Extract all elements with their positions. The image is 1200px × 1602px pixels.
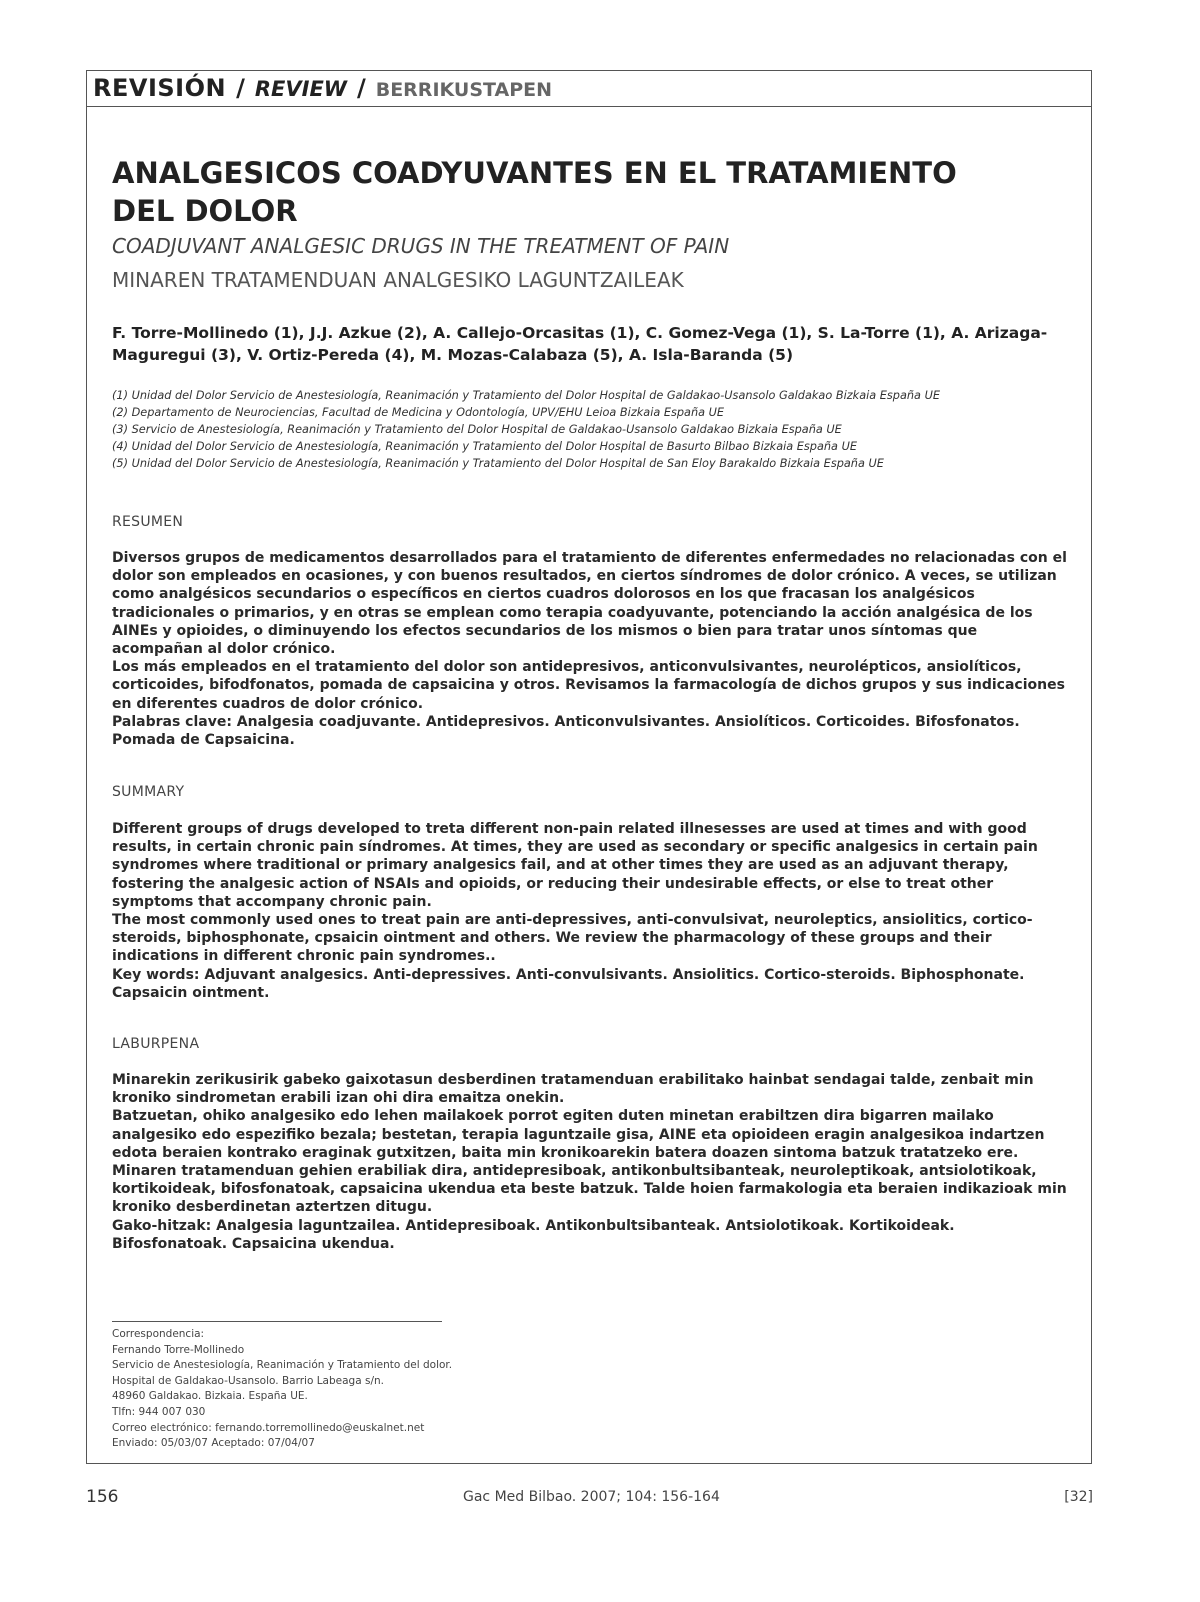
correspondence-line: Servicio de Anestesiología, Reanimación y Tratamiento del dolor. bbox=[112, 1359, 453, 1372]
summary-paragraph: The most commonly used ones to treat pain are anti-depressives, anti-convulsivat, neuroleptics, ansiolitics, cortico-steroids, biphosphonate, cpsaicin ointment and others. We review the pharmacology of these groups and their indications in different chronic pain syndromes.. bbox=[112, 912, 1033, 965]
page-number: 156 bbox=[86, 1487, 119, 1507]
footnote-divider bbox=[112, 1321, 442, 1322]
page-code: [32] bbox=[1064, 1489, 1093, 1505]
correspondence-note bbox=[112, 1327, 452, 1452]
journal-citation: Gac Med Bilbao. 2007; 104: 156-164 bbox=[463, 1489, 720, 1505]
correspondence-email: Correo electrónico: fernando.torremollinedo@euskalnet.net bbox=[112, 1421, 425, 1434]
resumen-paragraph: Los más empleados en el tratamiento del dolor son antidepresivos, anticonvulsivantes, neurolépticos, ansiolíticos, corticoides, bifodfonatos, pomada de capsaicina y otros. Revisamos la farmacología de dichos grupos y sus indicaciones en diferentes cuadros de dolor crónico. bbox=[112, 659, 1065, 712]
author-list: F. Torre-Mollinedo (1), J.J. Azkue (2), A. Callejo-Orcasitas (1), C. Gomez-Vega (1), S. La-Torre (1), A. Arizaga-Maguregui (3), V. Ortiz-Pereda (4), M. Mozas-Calabaza (5), A. Isla-Baranda (5) bbox=[112, 324, 1048, 364]
section-header bbox=[87, 71, 1091, 107]
affiliation-item: (4) Unidad del Dolor Servicio de Anestesiología, Reanimación y Tratamiento del Dolor Hospital de Basurto Bilbao Bizkaia España UE bbox=[112, 440, 857, 453]
affiliation-item: (3) Servicio de Anestesiología, Reanimación y Tratamiento del Dolor Hospital de Galdakao-Usansolo Galdakao Bizkaia España UE bbox=[112, 423, 842, 436]
section-header-text bbox=[93, 74, 552, 102]
laburpena-paragraph: Batzuetan, ohiko analgesiko edo lehen mailakoek porrot egiten duten minetan erabiltzen dira bigarren mailako analgesiko edo espezifiko bezala; bestetan, terapia laguntzaile gisa, AINE eta opioideen eragin analgesikoa indartzen edota beraien kontrako eraginak gutxitzen, baita min kronikoarekin batera doazen sintoma batzuk tratatzeko ere. bbox=[112, 1108, 1045, 1161]
affiliation-item: (1) Unidad del Dolor Servicio de Anestesiología, Reanimación y Tratamiento del Dolor Hospital de Galdakao-Usansolo Galdakao Bizkaia España UE bbox=[112, 389, 940, 402]
resumen-heading: RESUMEN bbox=[112, 514, 184, 530]
correspondence-line: 48960 Galdakao. Bizkaia. España UE. bbox=[112, 1390, 308, 1403]
laburpena-body bbox=[112, 1071, 1067, 1253]
correspondence-line: Correspondencia: bbox=[112, 1328, 205, 1340]
header-separator: / bbox=[236, 74, 245, 102]
affiliation-list bbox=[112, 387, 1072, 472]
laburpena-heading: LABURPENA bbox=[112, 1036, 200, 1052]
correspondence-line: Tlfn: 944 007 030 bbox=[112, 1405, 206, 1418]
summary-heading: SUMMARY bbox=[112, 784, 185, 800]
summary-keywords: Key words: Adjuvant analgesics. Anti-depressives. Anti-convulsivants. Ansiolitics. Cortico-steroids. Biphosphonate. Capsaicin ointment. bbox=[112, 966, 1025, 1001]
summary-body bbox=[112, 820, 1067, 1002]
correspondence-line: Hospital de Galdakao-Usansolo. Barrio Labeaga s/n. bbox=[112, 1374, 384, 1387]
laburpena-paragraph: Minarekin zerikusirik gabeko gaixotasun desberdinen tratamenduan erabilitako hainbat sendagai talde, zenbait min kroniko sindrometan erabili izan ohi dira emaitza onekin. bbox=[112, 1072, 1034, 1107]
correspondence-line: Fernando Torre-Mollinedo bbox=[112, 1343, 245, 1356]
review-label: REVIEW bbox=[254, 77, 347, 101]
header-separator: / bbox=[356, 74, 366, 102]
laburpena-keywords: Gako-hitzak: Analgesia laguntzailea. Antidepresiboak. Antikonbultsibanteak. Antsiolotikoak. Kortikoideak. Bifosfonatoak. Capsaicina ukendua. bbox=[112, 1217, 955, 1252]
affiliation-item: (2) Departamento de Neurociencias, Facultad de Medicina y Odontología, UPV/EHU Leioa Bizkaia España UE bbox=[112, 406, 725, 419]
section-label: REVISIÓN bbox=[93, 74, 227, 102]
basque-label: BERRIKUSTAPEN bbox=[375, 79, 553, 101]
subtitle-basque: MINAREN TRATAMENDUAN ANALGESIKO LAGUNTZAILEAK bbox=[112, 268, 684, 292]
article-title: ANALGESICOS COADYUVANTES EN EL TRATAMIENTO DEL DOLOR bbox=[112, 156, 957, 228]
correspondence-dates: Enviado: 05/03/07 Aceptado: 07/04/07 bbox=[112, 1437, 315, 1450]
laburpena-paragraph: Minaren tratamenduan gehien erabiliak dira, antidepresiboak, antikonbultsibanteak, neuroleptikoak, antsiolotikoak, kortikoideak, bifosfonatoak, capsaicina ukendua eta beste batzuk. Talde hoien farmakologia eta beraien indikazioak min kroniko desberdinetan aztertzen ditugu. bbox=[112, 1163, 1067, 1216]
resumen-body bbox=[112, 549, 1067, 749]
subtitle-english: COADJUVANT ANALGESIC DRUGS IN THE TREATMENT OF PAIN bbox=[112, 234, 730, 258]
resumen-paragraph: Diversos grupos de medicamentos desarrollados para el tratamiento de diferentes enfermedades no relacionadas con el dolor son empleados en ocasiones, y con buenos resultados, en ciertos síndromes de dolor crónico. A veces, se utilizan como analgésicos secundarios o específicos en ciertos cuadros dolorosos en los que fracasan los analgésicos tradicionales o primarios, y en otras se emplean como terapia coadyuvante, potenciando la acción analgésica de los AINEs y opioides, o diminuyendo los efectos secundarios de los mismos o bien para tratar unos síntomas que acompañan al dolor crónico. bbox=[112, 550, 1067, 658]
summary-paragraph: Different groups of drugs developed to treta different non-pain related illnesesses are used at times and with good results, in certain chronic pain síndromes. At times, they are used as secondary or specific analgesics in certain pain syndromes where traditional or primary analgesics fail, and at other times they are used as an adjuvant therapy, fostering the analgesic action of NSAIs and opioids, or reducing their undesirable effects, or else to treat other symptoms that accompany chronic pain. bbox=[112, 821, 1038, 910]
affiliation-item: (5) Unidad del Dolor Servicio de Anestesiología, Reanimación y Tratamiento del Dolor Hospital de San Eloy Barakaldo Bizkaia España UE bbox=[112, 457, 884, 470]
resumen-keywords: Palabras clave: Analgesia coadjuvante. Antidepresivos. Anticonvulsivantes. Ansiolíticos. Corticoides. Bifosfonatos. Pomada de Capsaicina. bbox=[112, 713, 1020, 749]
